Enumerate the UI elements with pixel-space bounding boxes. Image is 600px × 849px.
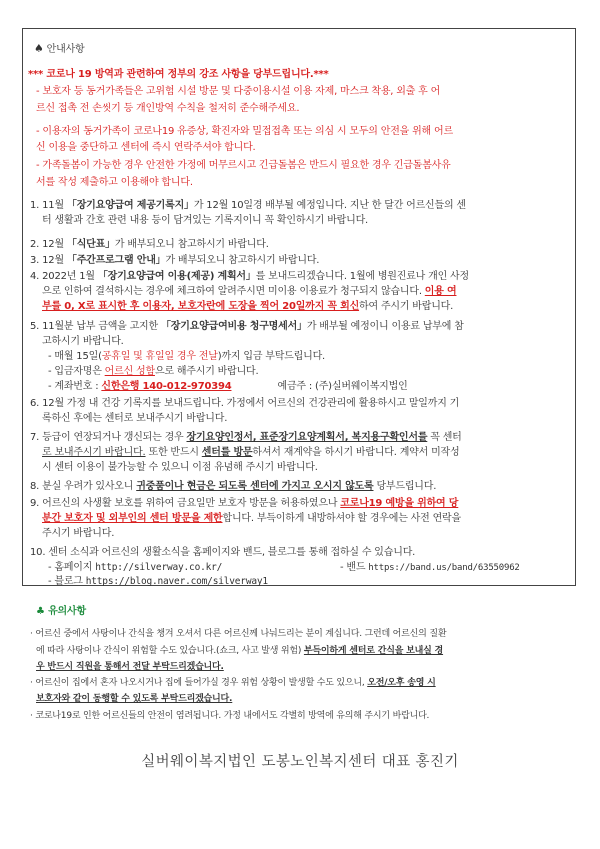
item-5-sub-3: [48, 380, 408, 393]
caution-1-text: 에 따라 사탕이나 간식이 위험할 수도 있습니다.(쇼크, 사고 발생 위험): [36, 646, 304, 656]
depositor-name: 어르신 성함: [104, 366, 155, 377]
item-5-doc: 「장기요양급여비용 청구명세서」: [160, 321, 307, 332]
item-8-valuables: 귀중품이나 현금은 되도록 센터에 가지고 오시지 않도록: [136, 481, 374, 492]
bullet-1-cont: 르신 접촉 전 손씻기 등 개인방역 수칙을 철저히 준수해주세요.: [36, 103, 300, 114]
band-label: - 밴드: [340, 562, 369, 573]
item-3-text: 가 배부되오니 참고하시기 바랍니다.: [165, 255, 320, 266]
item-6: 6. 12월 가정 내 건강 기록지를 보내드립니다. 가정에서 어르신의 건강관리에 활용하시고 말일까지 기: [30, 398, 460, 409]
item-4-text: 를 보내드리겠습니다. 1월에 병원진료나 개인 사정: [255, 271, 469, 282]
deposit-date-end: )까지 입금 부탁드립니다.: [217, 351, 326, 362]
item-4-highlight-2: 부를 0, X로 표시한 후 이용자, 보호자란에 도장을 찍어 20일까지 꼭 회신: [42, 301, 360, 312]
spade-icon: ♠: [34, 42, 44, 55]
item-7-cont: [42, 446, 459, 459]
item-3: [30, 254, 319, 267]
item-9-cont: [42, 512, 461, 525]
item-5-sub-2: [48, 365, 259, 378]
caution-1-cont: [36, 645, 443, 658]
item-5-sub-1: [48, 350, 325, 363]
item-4-highlight-1: 이용 여: [424, 286, 457, 297]
item-7-also: 또한 반드시: [145, 447, 202, 458]
caution-1-cont-2: [36, 661, 224, 674]
band-row: [340, 561, 520, 575]
item-7-contract: 하셔서 재계약을 하시기 바랍니다. 계약서 미작성: [252, 447, 460, 458]
bullet-3-cont: 서를 작성 제출하고 이용해야 합니다.: [36, 177, 193, 188]
bullet-3: - 가족돌봄이 가능한 경우 안전한 가정에 머무르시고 긴급돌봄은 반드시 필요한 경우 긴급돌봄사유: [36, 160, 451, 171]
caution-2-highlight: 오전/오후 송영 시: [367, 678, 436, 688]
notice-header: [34, 42, 85, 56]
caution-1: · 어르신 중에서 사탕이나 간식을 챙겨 오셔서 다른 어르신께 나눠드리는 분이 계십니다. 그런데 어르신의 질환: [30, 629, 447, 639]
caution-header: [36, 605, 86, 618]
footer-signature: 실버웨이복지법인 도봉노인복지센터 대표 홍진기: [141, 754, 459, 770]
item-1-cont: 터 생활과 간호 관련 내용 등이 담겨있는 기록지이니 꼭 확인하시기 바랍니다.: [42, 215, 369, 226]
item-6-cont: 록하신 후에는 센터로 보내주시기 바랍니다.: [42, 413, 228, 424]
item-8-prefix: 8. 분실 우려가 있사오니: [30, 481, 137, 492]
item-5: [30, 320, 464, 333]
item-9-restriction: 코로나19 예방을 위하여 당: [340, 498, 459, 509]
blog-link[interactable]: https://blog.naver.com/silverway1: [85, 576, 268, 587]
covid-alert: *** 코로나 19 방역과 관련하여 정부의 강조 사항을 당부드립니다.***: [28, 69, 329, 80]
item-4-text-3: 하여 주시기 바랍니다.: [359, 301, 454, 312]
item-3-doc: 「주간프로그램 안내」: [66, 255, 166, 266]
item-1-doc: 「장기요양급여 제공기록지」: [66, 200, 194, 211]
blog-label: - 블로그: [48, 576, 86, 587]
depositor-text: 으로 해주시기 바랍니다.: [154, 366, 259, 377]
item-4: [30, 270, 469, 283]
item-2-text: 가 배부되오니 참고하시기 바랍니다.: [114, 239, 269, 250]
blog-row: [48, 575, 268, 588]
caution-2-highlight-2: 보호자와 같이 동행할 수 있도록 부탁드리겠습니다.: [36, 694, 233, 704]
bullet-1: - 보호자 등 동거가족들은 고위험 시설 방문 및 다중이용시설 이용 자제, 마스크 착용, 외출 후 어: [36, 86, 441, 97]
account-holder: 예금주 : (주)실버웨이복지법인: [277, 381, 408, 392]
item-7-send: 로 보내주시기 바랍니다.: [42, 447, 146, 458]
item-1-prefix: 1. 11월: [30, 200, 67, 211]
caution-3: · 코로나19로 인한 어르신들의 안전이 염려됩니다. 가정 내에서도 각별히 방역에 유의해 주시기 바랍니다.: [30, 711, 430, 721]
item-2: [30, 238, 269, 251]
item-9-text: 합니다. 부득이하게 내방하셔야 할 경우에는 사전 연락을: [222, 513, 461, 524]
item-9: [30, 497, 458, 510]
item-7-visit: 센터를 방문: [201, 447, 253, 458]
band-link[interactable]: https://band.us/band/63550962: [368, 563, 520, 573]
item-9-cont-2: 주시기 바랍니다.: [42, 528, 115, 539]
caution-title: 유의사항: [48, 606, 86, 617]
caution-2: [30, 677, 436, 690]
club-icon: ♣: [36, 606, 45, 617]
item-9-prefix: 9. 어르신의 사생활 보호를 위하여 금요일만 보호자 방문을 허용하였으나: [30, 498, 341, 509]
item-3-prefix: 3. 12월: [30, 255, 67, 266]
item-4-cont-2: [42, 300, 453, 313]
item-4-doc: 「장기요양급여 이용(제공) 계획서」: [97, 271, 256, 282]
item-1: [30, 199, 466, 212]
homepage-row: [48, 561, 222, 574]
item-9-restriction-2: 분간 보호자 및 외부인의 센터 방문을 제한: [42, 513, 223, 524]
item-10: 10. 센터 소식과 어르신의 생활소식을 홈페이지와 밴드, 블로그를 통해 접하실 수 있습니다.: [30, 547, 416, 558]
item-4-text-2: 으로 인하여 결석하시는 경우에 체크하여 알려주시면 미이용 이용료가 청구되지 않습니다.: [42, 286, 425, 297]
item-7-text: 꼭 센터: [427, 432, 462, 443]
caution-1-highlight: 부득이하게 센터로 간식을 보내실 경: [303, 646, 444, 656]
item-5-cont: 고하시기 바랍니다.: [42, 336, 124, 347]
bullet-2-cont: 신 이용을 중단하고 센터에 즉시 연락주셔야 합니다.: [36, 142, 256, 153]
item-7-cont-2: 시 센터 이용이 불가능할 수 있으니 이점 유념해 주시기 바랍니다.: [42, 462, 318, 473]
item-4-cont: [42, 285, 456, 298]
bullet-2: - 이용자의 동거가족이 코로나19 유증상, 확진자와 밀접접촉 또는 의심 시 모두의 안전을 위해 어르: [36, 126, 453, 137]
item-8: [30, 480, 436, 493]
notice-title: 안내사항: [46, 44, 85, 55]
homepage-label: - 홈페이지: [48, 562, 96, 573]
homepage-link[interactable]: http://silverway.co.kr/: [95, 562, 223, 573]
item-2-doc: 「식단표」: [66, 239, 115, 250]
deposit-date: - 매월 15일(: [48, 351, 102, 362]
caution-1-highlight-2: 우 반드시 직원을 통해서 전달 부탁드리겠습니다.: [36, 662, 224, 672]
deposit-holiday-note: 공휴일 및 휴일일 경우 전날: [101, 351, 218, 362]
account-label: - 계좌번호 :: [48, 381, 102, 392]
item-7: [30, 431, 462, 444]
item-5-prefix: 5. 11월분 납부 금액을 고지한: [30, 321, 161, 332]
account-number: 신한은행 140-012-970394: [101, 381, 232, 392]
item-7-prefix: 7. 등급이 연장되거나 갱신되는 경우: [30, 432, 187, 443]
item-8-text: 당부드립니다.: [373, 481, 437, 492]
item-7-docs: 장기요양인정서, 표준장기요양계획서, 복지용구확인서를: [186, 432, 428, 443]
caution-2-cont: [36, 693, 232, 706]
caution-2-text: · 어르신이 집에서 혼자 나오시거나 집에 들어가실 경우 위험 상황이 발생할 수도 있으니,: [30, 678, 368, 688]
item-1-text: 가 12월 10일경 배부될 예정입니다. 지난 한 달간 어르신들의 센: [193, 200, 466, 211]
item-5-text: 가 배부될 예정이니 이용료 납부에 참: [306, 321, 464, 332]
item-2-prefix: 2. 12월: [30, 239, 67, 250]
item-4-prefix: 4. 2022년 1월: [30, 271, 98, 282]
depositor-label: - 입금자명은: [48, 366, 105, 377]
